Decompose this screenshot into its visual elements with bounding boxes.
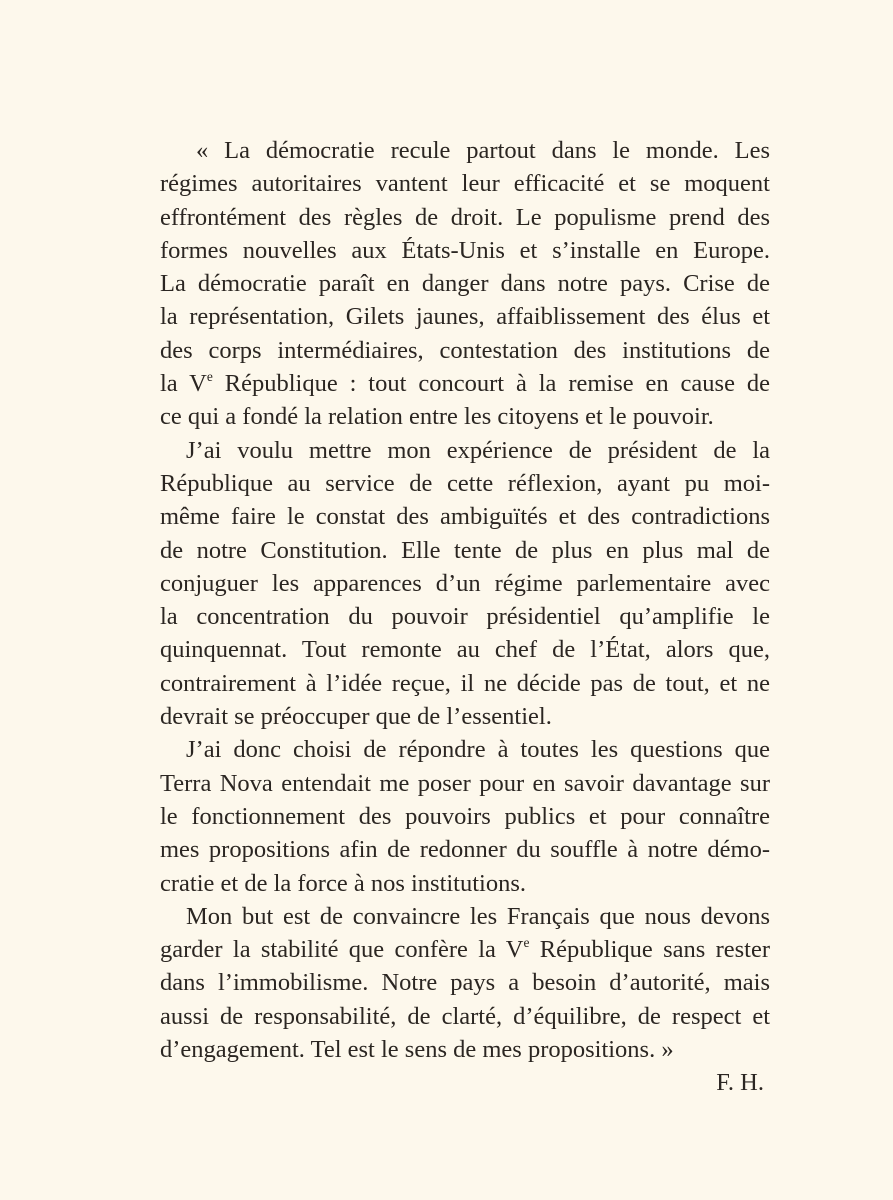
text-line: d’engagement. Tel est le sens de mes propositions. » — [160, 1036, 674, 1064]
text-line: J’ai voulu mettre mon expérience de président de la — [186, 436, 770, 464]
text-line: formes nouvelles aux États-Unis et s’installe en Europe. — [160, 236, 770, 264]
text-fragment: République sans rester — [529, 936, 771, 964]
text-line: Mon but est de convaincre les Français que nous devons — [186, 902, 770, 930]
text-line: devrait se préoccuper que de l’essentiel. — [160, 703, 552, 731]
paragraph-4 — [160, 900, 770, 1066]
superscript: e — [206, 368, 213, 384]
text-line: des corps intermédiaires, contestation des institutions de — [160, 336, 770, 364]
text-fragment: garder la stabilité que confère la V — [160, 936, 524, 964]
text-line: la représentation, Gilets jaunes, affaiblissement des élus et — [160, 303, 770, 331]
text-line: dans l’immobilisme. Notre pays a besoin d’autorité, mais — [160, 969, 770, 997]
text-line: effrontément des règles de droit. Le populisme prend des — [160, 203, 770, 231]
text-line: régimes autoritaires vantent leur efficacité et se moquent — [160, 170, 770, 198]
text-line: « La démocratie recule partout dans le monde. Les — [196, 137, 770, 164]
paragraph-2 — [160, 434, 770, 734]
text-line: Terra Nova entendait me poser pour en savoir davantage sur — [160, 769, 770, 797]
text-line: cratie et de la force à nos institutions. — [160, 869, 527, 897]
text-line: même faire le constat des ambiguïtés et des contradictions — [160, 503, 770, 531]
text-line: République au service de cette réflexion, ayant pu moi- — [160, 469, 770, 497]
text-line: de notre Constitution. Elle tente de plus en plus mal de — [160, 536, 770, 564]
text-line: La démocratie paraît en danger dans notre pays. Crise de — [160, 270, 770, 298]
text-page — [160, 134, 770, 1100]
text-line: contrairement à l’idée reçue, il ne décide pas de tout, et ne — [160, 669, 770, 697]
text-line: J’ai donc choisi de répondre à toutes les questions que — [186, 736, 770, 764]
paragraph-3 — [160, 733, 770, 899]
text-line — [160, 367, 770, 400]
text-line: aussi de responsabilité, de clarté, d’équilibre, de respect et — [160, 1002, 770, 1030]
signature: F. H. — [716, 1069, 764, 1097]
text-line: quinquennat. Tout remonte au chef de l’État, alors que, — [160, 636, 770, 664]
text-line: ce qui a fondé la relation entre les citoyens et le pouvoir. — [160, 403, 714, 431]
text-line: le fonctionnement des pouvoirs publics et pour connaître — [160, 802, 770, 830]
text-line: la concentration du pouvoir présidentiel qu’amplifie le — [160, 603, 770, 631]
superscript: e — [523, 935, 530, 951]
text-fragment: la V — [160, 370, 207, 398]
paragraph-1 — [160, 134, 770, 434]
text-line — [160, 933, 770, 966]
text-line: mes propositions afin de redonner du souffle à notre démo- — [160, 836, 770, 864]
text-fragment: République : tout concourt à la remise en cause de — [212, 370, 770, 398]
text-line: conjuguer les apparences d’un régime parlementaire avec — [160, 569, 770, 597]
